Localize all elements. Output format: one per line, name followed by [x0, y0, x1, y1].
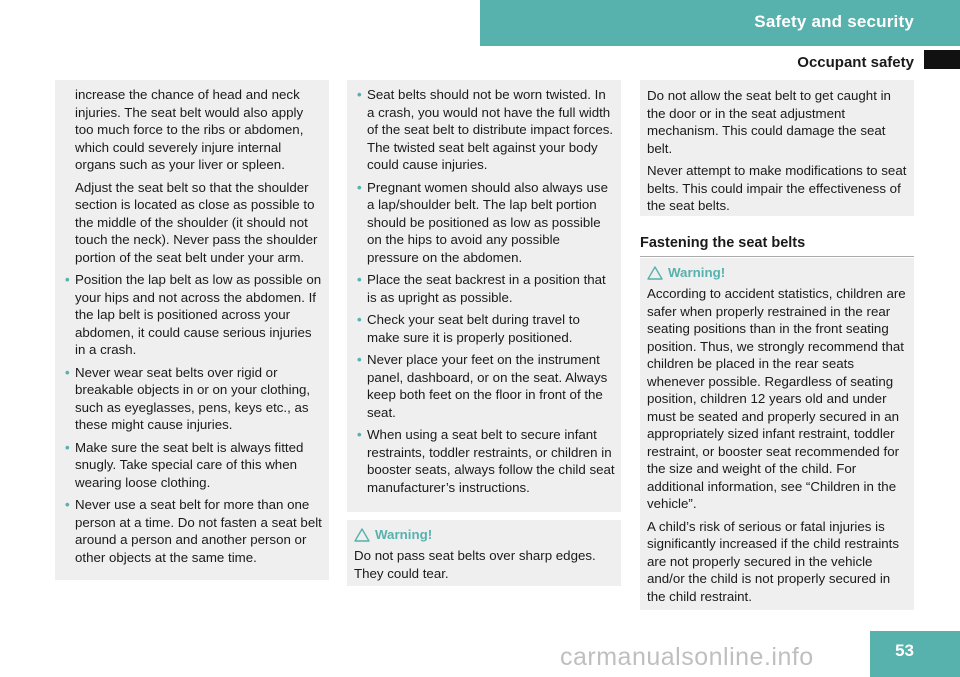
warning-triangle-icon [647, 266, 663, 280]
bullet-icon: • [65, 364, 70, 380]
list-item-text: Make sure the seat belt is always fitted snugly. Take special care of this when wearing loose clothing. [75, 439, 304, 490]
list-item-text: Check your seat belt during travel to make sure it is properly positioned. [367, 312, 580, 345]
list-item [55, 496, 323, 566]
list-item-text: When using a seat belt to secure infant restraints, toddler restraints, or children in booster seats, always follow the child seat manufacturer’s instructions. [367, 427, 615, 495]
bullet-icon: • [65, 497, 70, 512]
warning-heading [647, 264, 908, 282]
warning-box-sharp-edges [347, 520, 621, 586]
list-item [55, 271, 323, 359]
subsection-title: Occupant safety [797, 54, 914, 71]
bullet-icon: • [357, 87, 362, 102]
bullet-icon: • [357, 272, 362, 287]
warning-title: Warning! [668, 265, 726, 281]
bullet-icon: • [357, 179, 362, 195]
caught-in-door-paragraph: Do not allow the seat belt to get caught in the door or in the seat adjustment mechanism. This could damage the seat belt. [647, 88, 891, 156]
modifications-paragraph: Never attempt to make modifications to seat belts. This could impair the effectiveness of the seat belts. [647, 163, 907, 213]
bullet-icon: • [357, 352, 362, 367]
warning-text: A child’s risk of serious or fatal injuries is significantly increased if the child restraints are not properly secured in the vehicle and/or the child is not properly secured in the child restraint. [647, 518, 900, 604]
warning-title: Warning! [375, 527, 433, 543]
list-item [347, 311, 615, 346]
list-item [347, 86, 615, 174]
bullet-icon: • [65, 439, 70, 455]
warning-box-children [640, 258, 914, 610]
column-2-panel [347, 80, 621, 512]
continued-paragraph: increase the chance of head and neck injuries. The seat belt would also apply too much force to the ribs or abdomen, which could severely injure internal organs such as your liver or spleen. [75, 87, 304, 172]
section-title: Safety and security [754, 12, 914, 31]
warning-text: Do not pass seat belts over sharp edges. They could tear. [354, 548, 596, 581]
list-item [347, 351, 615, 421]
bullet-icon: • [65, 272, 70, 287]
list-item [347, 271, 615, 306]
bullet-icon: • [357, 312, 362, 327]
bullet-icon: • [357, 427, 362, 442]
column-3-panel [640, 80, 914, 216]
section-heading: Fastening the seat belts [640, 235, 914, 257]
list-item-text: Never wear seat belts over rigid or breakable objects in or on your clothing, such as eyeglasses, pens, keys etc., as these might cause injuries. [75, 364, 311, 432]
list-item-text: Seat belts should not be worn twisted. In a crash, you would not have the full width of the seat belt to distribute impact forces. The twisted seat belt against your body could cause injuries. [367, 87, 614, 172]
warning-triangle-icon [354, 528, 370, 542]
list-item-text: Place the seat backrest in a position that is as upright as possible. [367, 272, 606, 305]
warning-text: According to accident statistics, children are safer when properly restrained in the rear seating positions than in the front seating position. Thus, we strongly recommend that children be placed in the rear seats whenever possible. Regardless of seating position, children 12 years old and under must be seated and properly secured in an appropriately sized infant restraint, toddler restraint, or booster seat recommended for the size and weight of the child. For additional information, see “Children in the vehicle”. [647, 286, 906, 511]
watermark: carmanualsonline.info [560, 643, 814, 671]
list-item [55, 439, 323, 492]
column-1-panel [55, 80, 329, 580]
header-tab [480, 0, 960, 46]
list-item [347, 426, 615, 496]
warning-heading [354, 526, 615, 544]
page-number-tab [870, 631, 960, 677]
thumb-tab-marker [924, 50, 960, 69]
list-item-text: Never use a seat belt for more than one person at a time. Do not fasten a seat belt around a person and another person or other objects at the same time. [75, 497, 322, 565]
list-item [55, 364, 323, 434]
list-item-text: Never place your feet on the instrument panel, dashboard, or on the seat. Always keep both feet on the floor in front of the seat. [367, 352, 608, 420]
list-item [347, 179, 615, 267]
shoulder-adjust-paragraph: Adjust the seat belt so that the shoulder section is located as close as possible to the middle of the shoulder (it should not touch the neck). Never pass the shoulder portion of the seat belt under your arm. [75, 179, 318, 265]
list-item-text: Position the lap belt as low as possible on your hips and not across the abdomen. If the lap belt is positioned across your abdomen, it could cause serious injuries in a crash. [75, 272, 322, 357]
list-item-text: Pregnant women should also always use a lap/shoulder belt. The lap belt portion should be positioned as low as possible on the hips to avoid any possible pressure on the abdomen. [367, 179, 608, 265]
page-number: 53 [895, 641, 914, 660]
